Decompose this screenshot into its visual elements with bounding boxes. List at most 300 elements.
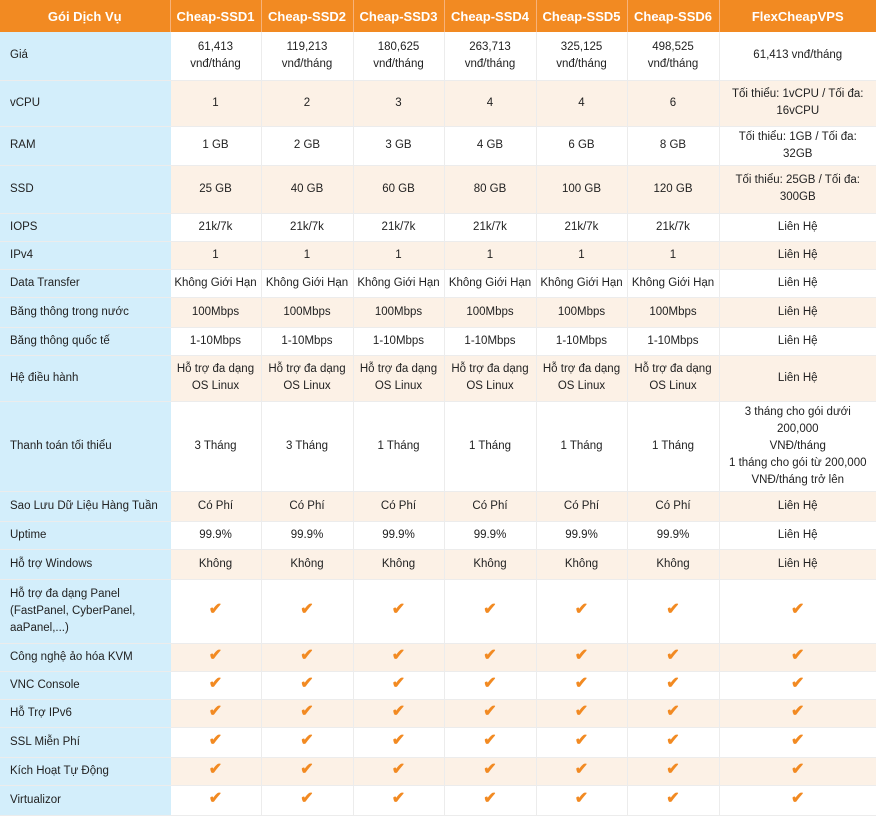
cell-text: 498,525 [652,40,694,53]
cell-text: Không Giới Hạn [174,276,257,289]
cell-text: 1 Tháng [652,439,694,452]
table-cell [719,521,876,549]
plan-header-cheap-ssd4: Cheap-SSD4 [444,0,536,32]
table-cell [170,213,261,241]
check-icon: ✔ [666,601,680,618]
table-cell [627,355,719,401]
row-label: VNC Console [0,671,170,699]
table-cell [170,757,261,785]
cell-text: 21k/7k [381,220,416,233]
table-cell [170,401,261,491]
table-cell [444,327,536,355]
table-cell [261,671,353,699]
cell-text: 1 tháng cho gói từ 200,000 [728,456,867,469]
check-icon: ✔ [666,703,680,720]
cell-text: 99.9% [199,528,232,541]
cell-text: Hỗ trợ đa dạng [268,363,346,375]
check-icon: ✔ [391,703,406,720]
check-icon: ✔ [208,647,223,664]
table-cell [444,80,536,126]
cell-text: Liên Hệ [777,499,818,512]
table-cell [170,126,261,165]
check-icon: ✔ [791,732,805,749]
cell-text: Không [656,557,690,570]
table-cell [536,549,627,579]
cell-text: 99.9% [656,528,690,541]
check-icon: ✔ [483,761,497,778]
table-cell [536,269,627,297]
table-cell [444,165,536,213]
table-row [0,126,876,165]
table-row [0,32,876,80]
table-cell [353,269,444,297]
table-cell [536,491,627,521]
table-cell [444,549,536,579]
row-label: Thanh toán tối thiểu [0,401,170,491]
table-cell [261,643,353,671]
plan-header-flexcheapvps: FlexCheapVPS [719,0,876,32]
table-cell [261,32,353,80]
table-cell [627,213,719,241]
cell-text: 1 Tháng [377,439,420,452]
table-cell [444,671,536,699]
cell-text: 6 GB [568,139,595,151]
table-cell [353,699,444,727]
cell-text: 100Mbps [374,305,423,318]
table-cell [261,699,353,727]
check-icon: ✔ [666,647,680,664]
check-icon: ✔ [208,732,223,749]
table-cell [261,579,353,643]
cell-text: 1-10Mbps [281,334,333,347]
check-icon: ✔ [300,761,314,778]
table-cell [627,297,719,327]
table-cell [627,785,719,815]
cell-text: VNĐ/tháng [769,439,826,452]
table-cell [170,165,261,213]
check-icon: ✔ [300,647,314,664]
table-row [0,401,876,491]
check-icon: ✔ [391,647,406,664]
cell-text: 100Mbps [466,305,514,318]
header-row [0,0,876,32]
table-cell [719,491,876,521]
table-cell [261,521,353,549]
cell-text: Có Phí [655,499,691,512]
table-cell [353,401,444,491]
cell-text: Có Phí [197,499,234,512]
check-icon: ✔ [574,601,589,618]
cell-text: Không [564,557,599,570]
table-cell [170,80,261,126]
cell-text: Hỗ trợ đa dạng [359,363,438,375]
cell-text: Không Giới Hạn [265,276,349,289]
cell-text: Hỗ trợ đa dạng [542,363,621,375]
check-icon: ✔ [391,761,406,778]
row-label: Giá [0,32,170,80]
cell-text: Liên Hệ [777,248,818,261]
cell-text: Không Giới Hạn [540,276,623,289]
check-icon: ✔ [300,601,314,618]
cell-text: vnđ/tháng [190,57,241,70]
cell-text: 40 GB [290,182,324,195]
cell-text: 1 Tháng [560,439,603,452]
table-cell [627,579,719,643]
table-cell [170,521,261,549]
table-cell [170,785,261,815]
cell-text: 180,625 [377,40,420,53]
cell-text: 119,213 [286,40,328,53]
table-cell [719,165,876,213]
table-cell [627,269,719,297]
cell-text: 4 GB [476,139,504,151]
cell-text: Không [473,557,507,570]
table-cell [261,297,353,327]
check-icon: ✔ [300,790,314,807]
table-cell [719,269,876,297]
table-row [0,727,876,757]
cell-text: 21k/7k [564,220,599,233]
plan-header-cheap-ssd1: Cheap-SSD1 [170,0,261,32]
cell-text: Hỗ trợ đa dạng [634,363,712,375]
table-cell [627,643,719,671]
cell-text: 3 [395,96,402,109]
table-cell [627,80,719,126]
cell-text: Liên Hệ [777,371,818,384]
table-cell [353,327,444,355]
table-row [0,80,876,126]
cell-text: 16vCPU [776,105,820,117]
table-cell [353,355,444,401]
table-cell [261,785,353,815]
table-cell [444,401,536,491]
table-cell [627,757,719,785]
cell-text: 99.9% [473,528,507,541]
table-cell [261,727,353,757]
cell-text: Liên Hệ [777,220,818,233]
table-cell [261,213,353,241]
cell-text: Liên Hệ [777,528,818,541]
table-cell [627,327,719,355]
table-cell [719,549,876,579]
table-cell [170,699,261,727]
table-cell [261,401,353,491]
cell-text: Liên Hệ [777,276,818,289]
table-cell [444,491,536,521]
table-cell [719,297,876,327]
table-row [0,213,876,241]
row-label: Hỗ Trợ IPv6 [0,699,170,727]
table-row [0,269,876,297]
table-cell [444,757,536,785]
row-label: Sao Lưu Dữ Liệu Hàng Tuần [0,491,170,521]
cell-text: 100 GB [562,182,601,195]
cell-text: OS Linux [557,380,606,392]
table-cell [719,213,876,241]
table-cell [170,491,261,521]
table-row [0,165,876,213]
table-cell [627,521,719,549]
table-cell [444,579,536,643]
cell-text: 3 GB [385,139,412,151]
cell-text: 6 [669,96,677,109]
check-icon: ✔ [574,732,589,749]
table-row [0,671,876,699]
check-icon: ✔ [574,761,589,778]
table-cell [536,757,627,785]
cell-text: 1-10Mbps [647,334,699,347]
check-icon: ✔ [791,675,805,692]
check-icon: ✔ [300,675,314,692]
table-cell [719,401,876,491]
cell-text: Không Giới Hạn [448,276,532,289]
table-cell [719,241,876,269]
check-icon: ✔ [300,732,314,749]
table-cell [627,401,719,491]
cell-text: Liên Hệ [777,557,818,570]
row-label: RAM [0,126,170,165]
cell-text: 1 [669,248,677,261]
table-row [0,355,876,401]
table-cell [353,80,444,126]
cell-text: OS Linux [283,380,331,392]
cell-text: 61,413 vnđ/tháng [753,49,843,62]
table-cell [536,32,627,80]
table-cell [444,699,536,727]
check-icon: ✔ [791,601,805,618]
cell-text: 1-10Mbps [555,334,608,347]
check-icon: ✔ [574,675,589,692]
table-cell [170,241,261,269]
table-cell [536,297,627,327]
cell-text: 1 [212,96,219,109]
table-row [0,699,876,727]
table-cell [261,355,353,401]
table-cell [353,727,444,757]
table-cell [627,491,719,521]
table-cell [261,165,353,213]
cell-text: 99.9% [565,528,598,541]
row-label: Hệ điều hành [0,355,170,401]
cell-text: Tối thiểu: 1vCPU / Tối đa: [732,88,864,100]
cell-text: 3 Tháng [194,439,237,452]
table-cell [719,699,876,727]
table-cell [536,727,627,757]
cell-text: 1 [578,248,585,261]
cell-text: vnđ/tháng [647,57,699,70]
table-cell [627,727,719,757]
table-cell [444,727,536,757]
table-cell [261,327,353,355]
table-cell [627,32,719,80]
cell-text: VNĐ/tháng trở lên [751,473,845,486]
cell-text: 8 GB [659,139,687,151]
cell-text: 25 GB [199,182,232,195]
table-cell [170,355,261,401]
table-cell [261,269,353,297]
check-icon: ✔ [483,790,497,807]
table-row [0,757,876,785]
check-icon: ✔ [791,790,805,807]
table-cell [536,80,627,126]
table-cell [719,355,876,401]
row-label: Băng thông trong nước [0,297,170,327]
cell-text: Không Giới Hạn [631,276,715,289]
table-cell [353,579,444,643]
check-icon: ✔ [574,703,589,720]
check-icon: ✔ [208,601,223,618]
cell-text: 263,713 [469,40,511,53]
check-icon: ✔ [483,732,497,749]
table-cell [536,355,627,401]
table-cell [170,727,261,757]
table-cell [536,643,627,671]
table-cell [353,549,444,579]
cell-text: Liên Hệ [777,334,818,347]
table-cell [444,355,536,401]
table-cell [170,579,261,643]
cell-text: vnđ/tháng [281,57,333,70]
cell-text: 100Mbps [191,305,240,318]
cell-text: Không [290,557,324,570]
cell-text: 100Mbps [557,305,606,318]
cell-text: Không [198,557,233,570]
cell-text: 1-10Mbps [189,334,242,347]
table-cell [261,491,353,521]
table-cell [627,165,719,213]
cell-text: Có Phí [289,499,325,512]
cell-text: vnđ/tháng [556,57,607,70]
cell-text: 99.9% [290,528,324,541]
cell-text: 120 GB [653,182,693,195]
table-cell [353,757,444,785]
header-corner: Gói Dịch Vụ [0,0,170,32]
check-icon: ✔ [483,703,497,720]
cell-text: Có Phí [472,499,508,512]
check-icon: ✔ [208,790,223,807]
check-icon: ✔ [483,601,497,618]
cell-text: vnđ/tháng [373,57,424,70]
row-label: vCPU [0,80,170,126]
table-cell [170,643,261,671]
table-cell [627,549,719,579]
table-row [0,521,876,549]
table-cell [536,401,627,491]
table-cell [170,269,261,297]
row-label: Uptime [0,521,170,549]
check-icon: ✔ [208,675,223,692]
row-label: IOPS [0,213,170,241]
table-cell [719,757,876,785]
cell-text: Có Phí [380,499,417,512]
table-row [0,327,876,355]
cell-text: Hỗ trợ đa dạng [451,363,529,375]
check-icon: ✔ [300,703,314,720]
table-cell [170,671,261,699]
row-label: Băng thông quốc tế [0,327,170,355]
table-cell [261,757,353,785]
table-cell [353,165,444,213]
table-cell [444,297,536,327]
cell-text: 4 [486,96,494,109]
check-icon: ✔ [666,732,680,749]
table-cell [536,785,627,815]
table-cell [261,241,353,269]
table-cell [353,491,444,521]
plan-header-cheap-ssd5: Cheap-SSD5 [536,0,627,32]
cell-text: 21k/7k [290,220,324,233]
table-row [0,785,876,815]
table-cell [444,213,536,241]
check-icon: ✔ [791,703,805,720]
check-icon: ✔ [208,761,223,778]
cell-text: 1 [303,248,311,261]
cell-text: 99.9% [382,528,415,541]
table-cell [536,699,627,727]
check-icon: ✔ [391,601,406,618]
row-label: Data Transfer [0,269,170,297]
table-cell [353,126,444,165]
cell-text: OS Linux [191,380,240,392]
check-icon: ✔ [391,675,406,692]
table-cell [719,80,876,126]
cell-text: 80 GB [473,182,507,195]
table-cell [444,241,536,269]
table-cell [353,241,444,269]
table-cell [261,80,353,126]
table-body [0,32,876,815]
table-cell [536,327,627,355]
cell-text: 2 [303,96,311,109]
table-cell [353,785,444,815]
table-row [0,491,876,521]
table-cell [170,297,261,327]
table-cell [536,521,627,549]
table-cell [353,643,444,671]
cell-text: OS Linux [374,380,423,392]
table-cell [536,671,627,699]
table-cell [444,32,536,80]
cell-text: OS Linux [649,380,697,392]
check-icon: ✔ [666,790,680,807]
cell-text: 325,125 [560,40,603,53]
table-cell [444,521,536,549]
table-cell [170,32,261,80]
cell-text: vnđ/tháng [464,57,516,70]
row-label: Hỗ trợ đa dạng Panel (FastPanel, CyberPanel, aaPanel,...) [0,579,170,643]
cell-text: 21k/7k [473,220,507,233]
cell-text: 3 tháng cho gói dưới 200,000 [744,405,851,435]
table-cell [719,671,876,699]
table-row [0,297,876,327]
check-icon: ✔ [574,790,589,807]
check-icon: ✔ [483,675,497,692]
cell-text: 1 Tháng [469,439,511,452]
plan-header-cheap-ssd3: Cheap-SSD3 [353,0,444,32]
cell-text: 300GB [779,191,816,203]
cell-text: Tối thiểu: 1GB / Tối đa: 32GB [738,130,857,160]
table-cell [719,126,876,165]
row-label: Hỗ trợ Windows [0,549,170,579]
table-cell [536,579,627,643]
plan-header-cheap-ssd2: Cheap-SSD2 [261,0,353,32]
cell-text: 100Mbps [649,305,697,318]
table-cell [719,579,876,643]
cell-text: Liên Hệ [777,305,818,318]
cell-text: 1-10Mbps [372,334,425,347]
row-label: SSD [0,165,170,213]
cell-text: OS Linux [466,380,514,392]
